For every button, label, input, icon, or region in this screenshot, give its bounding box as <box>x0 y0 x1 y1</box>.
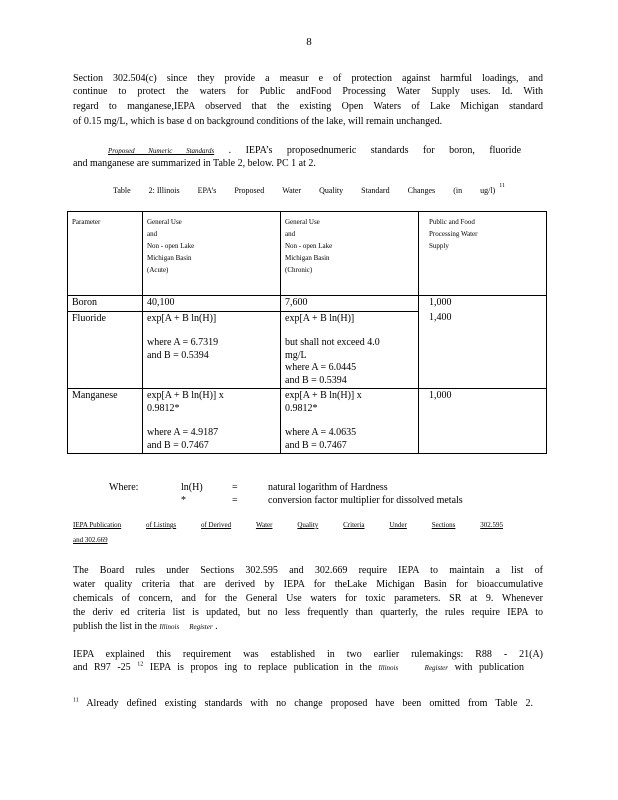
cell-public: 1,000 <box>419 296 547 312</box>
para2-line-1 <box>108 144 521 158</box>
para2-line-2: and manganese are summarized in Table 2, below. PC 1 at 2. <box>73 158 316 169</box>
caption-part: ug/l) $^{11}$ <box>480 183 505 195</box>
caption-part: EPA’s <box>197 186 217 195</box>
header-chronic: General Use and Non - open Lake Michigan Basin (Chronic) <box>281 212 419 296</box>
para3-line-2: water quality criteria that are derived by IEPA for theLake Michigan Basin for bioaccumulative <box>73 579 543 590</box>
header-acute: General Use and Non - open Lake Michigan Basin (Acute) <box>143 212 281 296</box>
cell-chronic: exp[A + B ln(H)] but shall not exceed 4.0 mg/L where A = 6.0445 and B = 0.5394 <box>281 311 419 389</box>
standards-table <box>67 211 547 454</box>
para1-line-3: regard to manganese,IEPA observed that the existing Open Waters of Lake Michigan standard <box>73 101 543 112</box>
table-row-fluoride <box>68 311 547 389</box>
cell-public: 1,000 <box>419 389 547 454</box>
where-desc-1: natural logarithm of Hardness <box>268 482 388 493</box>
cell-param: Boron <box>68 296 143 312</box>
para3-line-4: the deriv ed criteria list is updated, but no less frequently than quarterly, the rules require IEPA to <box>73 607 543 618</box>
cell-acute: exp[A + B ln(H)] where A = 6.7319 and B = 0.5394 <box>143 311 281 389</box>
footnote-ref-11: 11 <box>499 183 505 190</box>
caption-part: Quality <box>319 186 344 195</box>
header-parameter: Parameter <box>68 212 143 296</box>
caption-part: Changes <box>407 186 436 195</box>
header-public-supply: Public and Food Processing Water Supply <box>419 212 547 296</box>
where-symbol-1: ln(H) <box>181 482 203 493</box>
table-row-manganese <box>68 389 547 454</box>
caption-part: Table <box>113 186 131 195</box>
para1-line-2: continue to protect the waters for Public andFood Processing Water Supply uses. Id. With <box>73 86 543 97</box>
where-desc-2: conversion factor multiplier for dissolved metals <box>268 495 463 506</box>
footnote-ref-12: 12 <box>137 661 144 668</box>
section-heading-line-2: and 302.669 <box>73 536 108 544</box>
section-heading: IEPA Publication of Listings of Derived Water Quality Criteria Under Sections 302.595 <box>73 521 503 529</box>
where-symbol-2: * <box>181 495 186 506</box>
para4-line-2: and R97 -25 $^{12}$ IEPA is propos ing to replace publication in the Illinois Register with publication <box>73 661 524 673</box>
caption-part: 2: Illinois <box>148 186 180 195</box>
para1-line-4: of 0.15 mg/L, which is base d on background conditions of the lake, will remain unchanged. <box>73 116 443 127</box>
para3-line-5: publish the list in the Illinois Register . <box>73 621 218 632</box>
cell-acute: 40,100 <box>143 296 281 312</box>
page-number: 8 <box>306 36 312 48</box>
para2-line-1-text: . IEPA’s proposednumeric standards for boron, fluoride <box>214 145 522 156</box>
cell-public: 1,400 <box>419 311 547 389</box>
caption-part: (in <box>453 186 463 195</box>
cell-chronic: exp[A + B ln(H)] x 0.9812* where A = 4.0635 and B = 0.7467 <box>281 389 419 454</box>
table-row-boron <box>68 296 547 312</box>
cell-acute: exp[A + B ln(H)] x 0.9812* where A = 4.9187 and B = 0.7467 <box>143 389 281 454</box>
footnote-11: $^{11}$ Already defined existing standards with no change proposed have been omitted from Table 2. <box>73 697 533 709</box>
para3-line-3: chemicals of concern, and for the General Use waters for toxic parameters. SR at 9. Whenever <box>73 593 543 604</box>
para3-line-1: The Board rules under Sections 302.595 and 302.669 require IEPA to maintain a list of <box>73 565 543 576</box>
cell-chronic: 7,600 <box>281 296 419 312</box>
para1-line-1: Section 302.504(c) since they provide a measur e of protection against harmful loadings, and <box>73 73 543 84</box>
proposed-standards-heading: Proposed Numeric Standards <box>108 147 215 155</box>
para4-line-1: IEPA explained this requirement was established in two earlier rulemakings: R88 - 21(A) <box>73 649 543 660</box>
where-label: Where: <box>109 482 139 493</box>
where-equals-2: = <box>232 495 238 506</box>
cell-param: Fluoride <box>68 311 143 389</box>
caption-part: Proposed <box>234 186 265 195</box>
table-header-row <box>68 212 547 296</box>
cell-param: Manganese <box>68 389 143 454</box>
caption-part: Water <box>282 186 302 195</box>
where-equals-1: = <box>232 482 238 493</box>
caption-part: Standard <box>361 186 390 195</box>
table-caption <box>113 183 505 195</box>
